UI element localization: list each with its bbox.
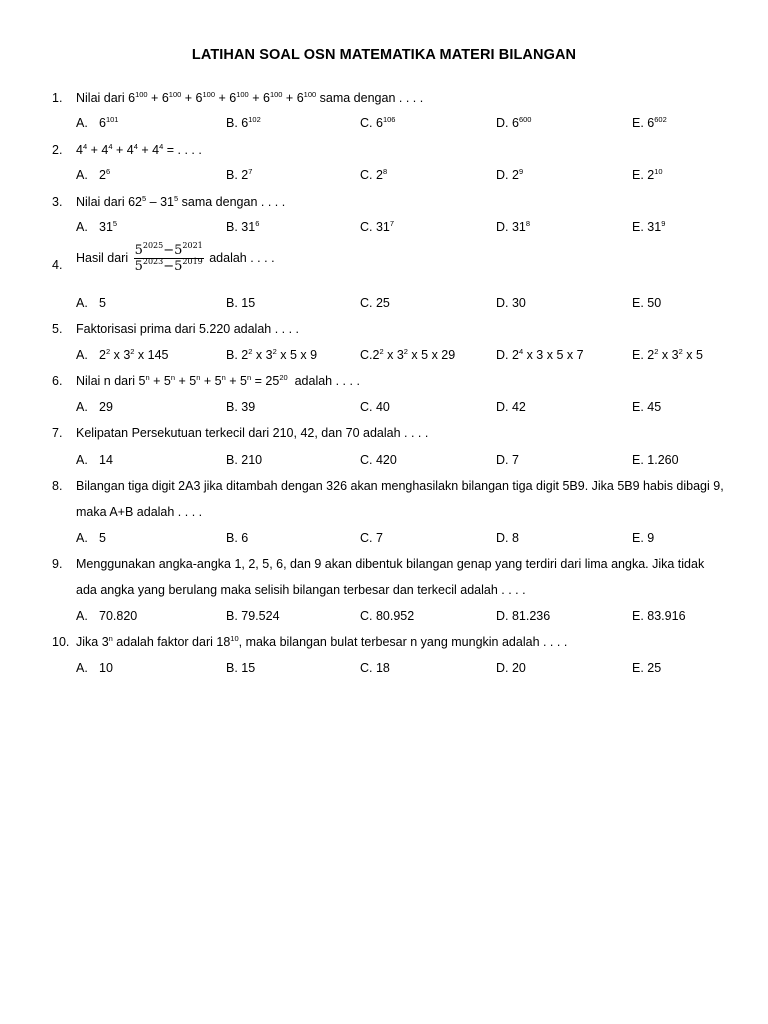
option-letter: A. (76, 168, 88, 182)
text-run: B. 31 (226, 220, 256, 234)
superscript: n (246, 373, 252, 382)
text-run: E. 31 (632, 220, 662, 234)
superscript: 100 (135, 90, 148, 99)
option-e (632, 116, 667, 130)
text-run: + 6 (282, 91, 304, 105)
question-text-continued: maka A+B adalah . . . . (76, 505, 203, 519)
text-run: E. 6 (632, 116, 655, 130)
text-run: Bilangan tiga digit 2A3 jika ditambah dengan 326 akan menghasilakn bilangan tiga digit 5B9. Jika 5B9 habis dibagi 9, (76, 479, 724, 493)
text-run: x 3 (658, 348, 679, 362)
option-b (226, 168, 252, 182)
superscript: 6 (105, 167, 111, 176)
text-run: 31 (99, 220, 113, 234)
option-letter: A. (76, 531, 88, 545)
fraction-denominator (134, 259, 204, 273)
superscript: 2 (654, 347, 659, 356)
text-run: Faktorisasi prima dari 5.220 adalah . . . . (76, 322, 300, 336)
text-run: 14 (99, 453, 113, 467)
option-a (76, 220, 117, 234)
question-text (76, 635, 567, 649)
text-run: Nilai n dari 5 (76, 374, 146, 388)
superscript: 2 (678, 347, 683, 356)
question-text (76, 374, 360, 388)
text-run: 5 (134, 259, 143, 274)
option-value (99, 453, 113, 467)
text-run: C. 40 (360, 400, 390, 414)
question-number: 7. (52, 426, 63, 440)
text-run: Menggunakan angka-angka 1, 2, 5, 6, dan 9 akan dibentuk bilangan genap yang terdiri dari lima angka. Jika tidak (76, 557, 705, 571)
text-run: = 25 (251, 374, 280, 388)
option-value (99, 400, 113, 414)
superscript: 5 (174, 194, 179, 203)
text-run: E. 2 (632, 348, 655, 362)
question-number: 2. (52, 143, 63, 157)
superscript: 9 (661, 219, 666, 228)
question-number: 10. (52, 635, 70, 649)
superscript: 602 (654, 115, 667, 124)
text-run: Jika 3 (76, 635, 109, 649)
superscript: 102 (248, 115, 261, 124)
option-b (226, 348, 317, 362)
superscript: 20 (279, 373, 288, 382)
text-run: + 6 (248, 91, 270, 105)
option-letter: A. (76, 296, 88, 310)
superscript: 4 (108, 142, 113, 151)
text-run: D. 81.236 (496, 609, 551, 623)
question-number: 4. (52, 258, 63, 272)
question-text-continued: ada angka yang berulang maka selisih bilangan terbesar dan terkecil adalah . . . . (76, 583, 526, 597)
superscript: 8 (382, 167, 388, 176)
superscript: 10 (230, 634, 239, 643)
text-run: B. 2 (226, 168, 249, 182)
question-text (76, 241, 275, 274)
superscript: 2023 (142, 257, 164, 266)
option-c (360, 348, 455, 362)
option-letter: A. (76, 453, 88, 467)
text-run: C. 7 (360, 531, 383, 545)
text-run: E. 45 (632, 400, 662, 414)
superscript: 2 (272, 347, 277, 356)
superscript: n (196, 373, 201, 382)
text-run: x 5 x 29 (407, 348, 456, 362)
option-b (226, 220, 259, 234)
option-letter: A. (76, 400, 88, 414)
text-run: C. 6 (360, 116, 383, 130)
option-letter: A. (76, 220, 88, 234)
text-run: C.2 (360, 348, 380, 362)
option-a (76, 453, 113, 467)
option-value (99, 220, 117, 234)
option-e (632, 661, 661, 675)
text-run: C. 18 (360, 661, 390, 675)
option-d (496, 453, 519, 467)
option-c (360, 453, 397, 467)
text-run: −5 (163, 259, 183, 274)
text-run: B. 6 (226, 116, 249, 130)
text-run: x 3 (110, 348, 131, 362)
text-run: 6 (99, 116, 106, 130)
text-run: 10 (99, 661, 113, 675)
text-run: B. 2 (226, 348, 249, 362)
question-number: 6. (52, 374, 63, 388)
option-b (226, 531, 248, 545)
option-letter: A. (76, 661, 88, 675)
text-run: = . . . . (163, 143, 202, 157)
text-run: B. 79.524 (226, 609, 280, 623)
question-text (76, 143, 202, 157)
text-run: D. 2 (496, 348, 519, 362)
superscript: 5 (142, 194, 147, 203)
option-c (360, 116, 395, 130)
option-b (226, 116, 261, 130)
superscript: 101 (105, 115, 119, 124)
option-d (496, 348, 584, 362)
superscript: 8 (525, 219, 531, 228)
superscript: 2 (105, 347, 111, 356)
option-b (226, 400, 255, 414)
text-run: + 6 (215, 91, 237, 105)
option-e (632, 400, 661, 414)
option-a (76, 116, 118, 130)
option-letter: A. (76, 348, 88, 362)
superscript: 4 (82, 142, 88, 151)
superscript: 100 (202, 90, 216, 99)
text-run: sama dengan . . . . (316, 91, 424, 105)
option-e (632, 531, 654, 545)
option-c (360, 531, 383, 545)
superscript: 2 (379, 347, 384, 356)
text-run: sama dengan . . . . (178, 195, 286, 209)
option-a (76, 400, 113, 414)
option-d (496, 609, 550, 623)
text-run: Nilai dari 6 (76, 91, 136, 105)
text-run: x 3 x 5 x 7 (523, 348, 584, 362)
text-run: B. 15 (226, 296, 256, 310)
text-run: C. 420 (360, 453, 397, 467)
text-run: D. 30 (496, 296, 526, 310)
text-run: x 5 x 9 (276, 348, 318, 362)
option-letter: A. (76, 609, 88, 623)
option-c (360, 296, 390, 310)
text-run: C. 80.952 (360, 609, 415, 623)
text-run: E. 2 (632, 168, 655, 182)
text-run: – 31 (146, 195, 174, 209)
text-run: C. 25 (360, 296, 390, 310)
text-run: x 5 (682, 348, 703, 362)
text-run: + 6 (147, 91, 169, 105)
text-run: + 5 (175, 374, 197, 388)
text-run: D. 42 (496, 400, 526, 414)
fraction (134, 241, 204, 274)
text-run: D. 20 (496, 661, 526, 675)
superscript: 7 (248, 167, 253, 176)
page-title: LATIHAN SOAL OSN MATEMATIKA MATERI BILANGAN (191, 47, 577, 63)
question-text (76, 91, 423, 105)
text-run: E. 50 (632, 296, 662, 310)
option-e (632, 296, 661, 310)
text-run: + 4 (112, 143, 134, 157)
superscript: 4 (518, 347, 524, 356)
option-a (76, 168, 110, 182)
superscript: 9 (518, 167, 524, 176)
text-run: Hasil dari (76, 250, 132, 265)
option-c (360, 661, 390, 675)
text-run: −5 (163, 243, 183, 258)
text-run: + 6 (181, 91, 203, 105)
option-a (76, 609, 137, 623)
superscript: 6 (255, 219, 260, 228)
option-value (99, 348, 169, 362)
text-run: + 5 (225, 374, 247, 388)
option-value (99, 296, 106, 310)
text-run: C. 2 (360, 168, 383, 182)
superscript: n (170, 373, 176, 382)
text-run: D. 6 (496, 116, 519, 130)
text-run: 2 (99, 168, 106, 182)
option-value (99, 116, 118, 130)
text-run: 2 (99, 348, 106, 362)
text-run: E. 83.916 (632, 609, 686, 623)
option-a (76, 661, 113, 675)
question-text (76, 426, 428, 440)
option-value (99, 168, 110, 182)
superscript: n (221, 373, 226, 382)
option-c (360, 168, 387, 182)
option-b (226, 609, 280, 623)
option-c (360, 400, 390, 414)
option-a (76, 531, 106, 545)
superscript: 2 (130, 347, 135, 356)
text-run: D. 8 (496, 531, 519, 545)
option-e (632, 609, 686, 623)
option-e (632, 453, 679, 467)
option-letter: A. (76, 116, 88, 130)
text-run: adalah . . . . (205, 250, 275, 265)
text-run: + 5 (200, 374, 222, 388)
text-run: 29 (99, 400, 113, 414)
option-value (99, 531, 106, 545)
option-a (76, 296, 106, 310)
option-d (496, 531, 519, 545)
text-run: adalah . . . . (287, 374, 360, 388)
text-run: 5 (134, 243, 143, 258)
option-d (496, 296, 526, 310)
text-run: 5 (99, 531, 106, 545)
option-a (76, 348, 169, 362)
superscript: n (108, 634, 113, 643)
text-run: + 4 (137, 143, 160, 157)
question-number: 9. (52, 557, 63, 571)
option-b (226, 296, 255, 310)
option-d (496, 220, 530, 234)
superscript: 100 (269, 90, 283, 99)
option-c (360, 609, 414, 623)
text-run: 70.820 (99, 609, 138, 623)
option-d (496, 661, 526, 675)
question-text (76, 557, 704, 571)
superscript: 4 (133, 142, 138, 151)
question-text (76, 322, 299, 336)
text-run: B. 6 (226, 531, 249, 545)
superscript: 5 (112, 219, 118, 228)
superscript: 2025 (142, 241, 164, 250)
text-run: C. 31 (360, 220, 390, 234)
option-d (496, 400, 526, 414)
text-run: Kelipatan Persekutuan terkecil dari 210, 42, dan 70 adalah . . . . (76, 426, 429, 440)
superscript: 100 (303, 90, 317, 99)
text-run: D. 7 (496, 453, 519, 467)
text-run: E. 9 (632, 531, 655, 545)
text-run: adalah faktor dari 18 (112, 635, 231, 649)
text-run: Nilai dari 62 (76, 195, 143, 209)
superscript: 100 (168, 90, 182, 99)
text-run: B. 15 (226, 661, 256, 675)
option-c (360, 220, 394, 234)
text-run: + 4 (87, 143, 109, 157)
superscript: 4 (159, 142, 164, 151)
question-text (76, 195, 285, 209)
superscript: n (145, 373, 150, 382)
text-run: B. 210 (226, 453, 263, 467)
question-number: 1. (52, 91, 63, 105)
option-d (496, 168, 523, 182)
text-run: E. 1.260 (632, 453, 679, 467)
option-b (226, 661, 255, 675)
question-number: 8. (52, 479, 63, 493)
option-value (99, 661, 113, 675)
option-e (632, 168, 663, 182)
superscript: 2 (403, 347, 408, 356)
option-e (632, 220, 665, 234)
option-e (632, 348, 703, 362)
superscript: 2019 (182, 257, 203, 266)
text-run: 5 (99, 296, 106, 310)
option-b (226, 453, 262, 467)
text-run: D. 2 (496, 168, 519, 182)
text-run: , maka bilangan bulat terbesar n yang mungkin adalah . . . . (238, 635, 568, 649)
superscript: 600 (518, 115, 532, 124)
question-number: 3. (52, 195, 63, 209)
option-value (99, 609, 137, 623)
superscript: 7 (389, 219, 395, 228)
text-run: D. 31 (496, 220, 526, 234)
text-run: B. 39 (226, 400, 256, 414)
option-d (496, 116, 531, 130)
text-run: 4 (76, 143, 83, 157)
question-text (76, 479, 724, 493)
superscript: 100 (236, 90, 249, 99)
superscript: 106 (382, 115, 396, 124)
question-number: 5. (52, 322, 63, 336)
text-run: x 3 (383, 348, 404, 362)
superscript: 2 (248, 347, 253, 356)
text-run: + 5 (149, 374, 171, 388)
text-run: E. 25 (632, 661, 662, 675)
text-run: x 145 (134, 348, 169, 362)
superscript: 2021 (182, 241, 203, 250)
text-run: x 3 (252, 348, 273, 362)
superscript: 10 (654, 167, 663, 176)
